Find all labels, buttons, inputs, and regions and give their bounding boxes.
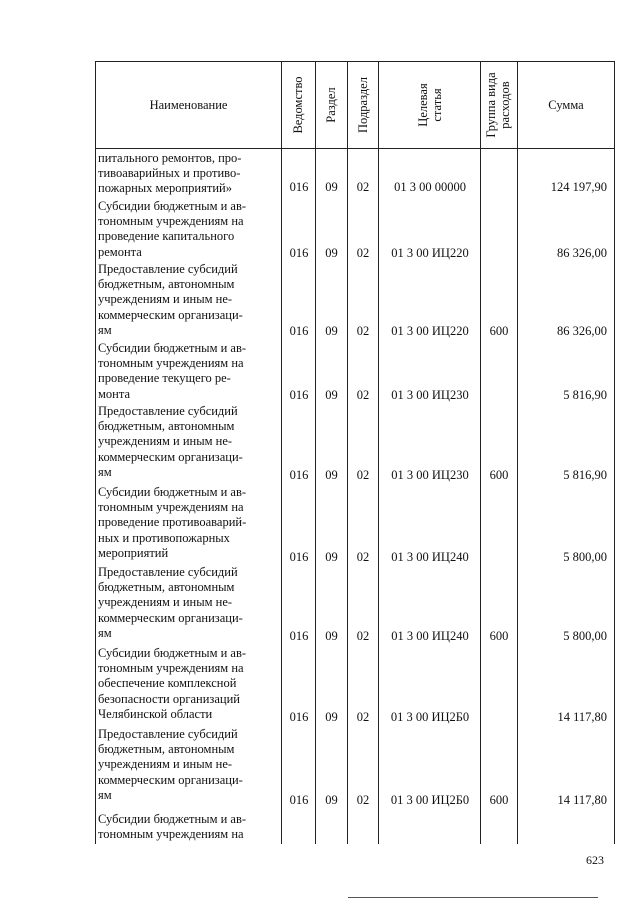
table-row-name	[98, 646, 279, 722]
cell-podrazdel: 02	[356, 246, 370, 260]
name-line: Субсидии бюджетным и ав-	[98, 199, 247, 213]
name-line: Предоставление субсидий	[98, 262, 238, 276]
cell-ved: 016	[289, 468, 309, 482]
name-line: учреждениям и иным не-	[98, 757, 233, 772]
name-line: бюджетным, автономным	[98, 419, 235, 434]
table-row-name	[98, 485, 279, 561]
cell-group: 600	[489, 468, 509, 482]
name-line: учреждениям и иным не-	[98, 292, 233, 307]
name-line: тономным учреждениям на	[98, 500, 244, 515]
cell-razdel: 09	[325, 246, 338, 260]
name-line: бюджетным, автономным	[98, 742, 235, 757]
cell-target: 01 3 00 ИЦ240	[391, 629, 469, 643]
name-line: Челябинской области	[98, 706, 213, 721]
col-border-left	[95, 61, 96, 844]
cell-razdel: 09	[325, 180, 338, 194]
name-line: ям	[98, 464, 112, 479]
col-border-name	[281, 61, 282, 844]
header-podrazdel: Подраздел	[356, 77, 370, 133]
name-line: Субсидии бюджетным и ав-	[98, 812, 247, 826]
cell-sum: 86 326,00	[557, 324, 607, 338]
name-line: безопасности организаций	[98, 691, 240, 706]
header-bottom-border	[95, 148, 615, 149]
cell-razdel: 09	[325, 388, 338, 402]
name-line: монта	[98, 386, 131, 401]
cell-sum: 14 117,80	[557, 793, 607, 807]
cell-sum: 86 326,00	[557, 246, 607, 260]
col-border-target	[480, 61, 481, 844]
cell-podrazdel: 02	[356, 550, 370, 564]
name-line: ям	[98, 787, 112, 802]
cell-razdel: 09	[325, 710, 338, 724]
name-line: Предоставление субсидий	[98, 565, 238, 579]
bottom-divider	[348, 897, 598, 898]
table-row-name	[98, 812, 279, 842]
cell-target: 01 3 00 ИЦ2Б0	[390, 793, 470, 807]
col-border-ved	[315, 61, 316, 844]
col-border-group	[517, 61, 518, 844]
name-line: питального ремонтов, про-	[98, 151, 242, 165]
cell-razdel: 09	[325, 468, 338, 482]
name-line: ям	[98, 625, 112, 640]
table-row-name	[98, 565, 279, 641]
cell-ved: 016	[289, 246, 309, 260]
col-border-podrazdel	[378, 61, 379, 844]
name-line: ям	[98, 322, 112, 337]
cell-podrazdel: 02	[356, 629, 370, 643]
table-row-name	[98, 727, 279, 803]
cell-razdel: 09	[325, 324, 338, 338]
cell-podrazdel: 02	[356, 180, 370, 194]
name-line: тономным учреждениям на	[98, 661, 244, 676]
name-line: коммерческим организаци-	[98, 610, 243, 625]
table-row-name	[98, 199, 279, 260]
page-number: 623	[586, 853, 604, 867]
name-line: бюджетным, автономным	[98, 277, 235, 292]
col-border-razdel	[347, 61, 348, 844]
table-row-name	[98, 404, 279, 480]
table-row-name	[98, 341, 279, 402]
cell-target: 01 3 00 ИЦ230	[391, 468, 469, 482]
cell-ved: 016	[289, 629, 309, 643]
name-line: коммерческим организаци-	[98, 449, 243, 464]
cell-group: 600	[489, 793, 509, 807]
cell-podrazdel: 02	[356, 324, 370, 338]
table-top-border	[95, 61, 615, 62]
name-line: обеспечение комплексной	[98, 676, 237, 691]
name-line: проведение текущего ре-	[98, 371, 231, 386]
name-line: тономным учреждениям на	[98, 356, 244, 371]
name-line: ных и противопожарных	[98, 530, 230, 545]
cell-ved: 016	[289, 793, 309, 807]
name-line: тивоаварийных и противо-	[98, 166, 241, 181]
name-line: учреждениям и иным не-	[98, 434, 233, 449]
cell-sum: 5 800,00	[563, 629, 607, 643]
cell-ved: 016	[289, 388, 309, 402]
cell-razdel: 09	[325, 550, 338, 564]
cell-group: 600	[489, 629, 509, 643]
table-row-name	[98, 151, 279, 197]
header-target-article	[416, 63, 444, 147]
header-target-line1: Целевая	[416, 83, 430, 127]
col-border-right	[614, 61, 615, 844]
header-target-line2: статья	[430, 88, 444, 122]
cell-ved: 016	[289, 710, 309, 724]
cell-podrazdel: 02	[356, 710, 370, 724]
name-line: учреждениям и иным не-	[98, 595, 233, 610]
name-line: тономным учреждениям на	[98, 214, 244, 229]
cell-podrazdel: 02	[356, 793, 370, 807]
cell-razdel: 09	[325, 793, 338, 807]
cell-ved: 016	[289, 550, 309, 564]
header-group-line2: расходов	[498, 81, 512, 129]
header-name: Наименование	[149, 98, 228, 112]
name-line: Субсидии бюджетным и ав-	[98, 341, 247, 355]
header-expense-group	[484, 63, 512, 147]
cell-target: 01 3 00 ИЦ220	[391, 324, 469, 338]
name-line: пожарных мероприятий»	[98, 181, 232, 196]
cell-sum: 124 197,90	[550, 180, 607, 194]
cell-sum: 5 816,90	[563, 468, 607, 482]
name-line: коммерческим организаци-	[98, 772, 243, 787]
cell-group: 600	[489, 324, 509, 338]
name-line: Предоставление субсидий	[98, 404, 238, 418]
header-sum: Сумма	[548, 98, 584, 112]
cell-ved: 016	[289, 324, 309, 338]
cell-sum: 14 117,80	[557, 710, 607, 724]
cell-podrazdel: 02	[356, 468, 370, 482]
name-line: мероприятий	[98, 545, 169, 560]
cell-razdel: 09	[325, 629, 338, 643]
cell-target: 01 3 00 ИЦ220	[391, 246, 469, 260]
cell-target: 01 3 00 ИЦ230	[391, 388, 469, 402]
cell-ved: 016	[289, 180, 309, 194]
cell-target: 01 3 00 ИЦ2Б0	[390, 710, 470, 724]
name-line: проведение капитального	[98, 229, 235, 244]
name-line: ремонта	[98, 244, 142, 259]
name-line: Субсидии бюджетным и ав-	[98, 646, 247, 660]
name-line: бюджетным, автономным	[98, 580, 235, 595]
header-razdel: Раздел	[324, 87, 338, 123]
cell-sum: 5 816,90	[563, 388, 607, 402]
header-group-line1: Группа вида	[484, 72, 498, 138]
table-row-name	[98, 262, 279, 338]
cell-target: 01 3 00 ИЦ240	[391, 550, 469, 564]
name-line: Предоставление субсидий	[98, 727, 238, 741]
cell-sum: 5 800,00	[563, 550, 607, 564]
name-line: Субсидии бюджетным и ав-	[98, 485, 247, 499]
name-line: проведение противоаварий-	[98, 515, 247, 530]
cell-podrazdel: 02	[356, 388, 370, 402]
name-line: тономным учреждениям на	[98, 827, 244, 842]
name-line: коммерческим организаци-	[98, 307, 243, 322]
cell-target: 01 3 00 00000	[394, 180, 466, 194]
header-vedomstvo: Ведомство	[291, 76, 305, 134]
